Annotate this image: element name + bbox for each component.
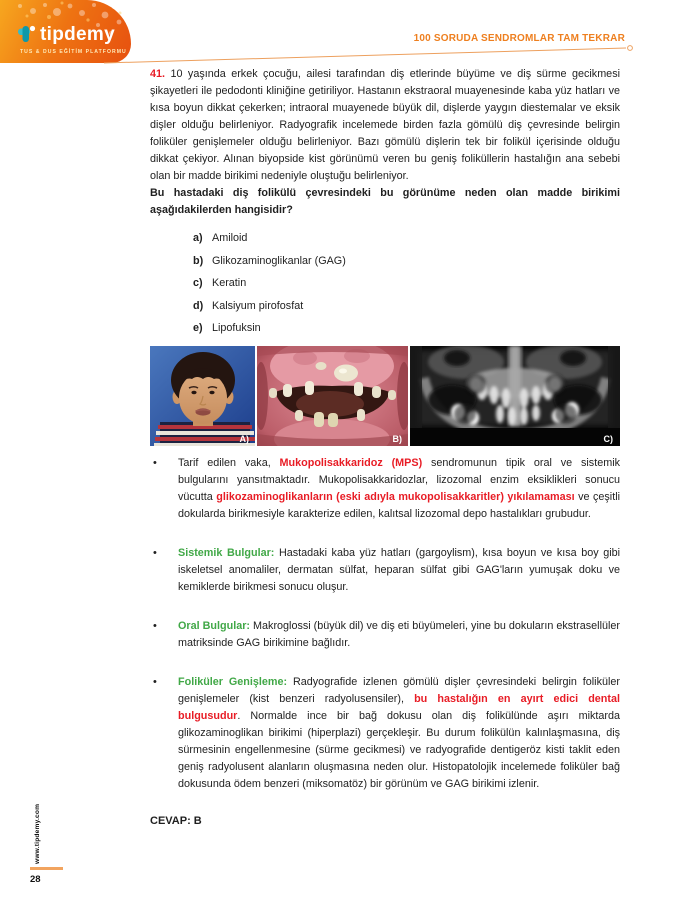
logo-wordmark: tipdemy bbox=[40, 23, 115, 45]
explanation-bullet-systemic bbox=[150, 545, 620, 596]
question-number: 41. bbox=[150, 68, 166, 80]
bullet-text-segment: Makroglossi (büyük dil) ve diş eti büyümeleri, yine bu dokuların ekstrasellüler matriksinde GAG birikimine bağlıdır. bbox=[178, 620, 620, 649]
highlight-green: Sistemik Bulgular: bbox=[178, 547, 275, 559]
answer-line: CEVAP: B bbox=[150, 815, 202, 827]
intraoral-photo bbox=[257, 346, 408, 446]
logo-tagline: TUS & DUS EĞİTİM PLATFORMU bbox=[20, 49, 127, 55]
option-letter: d) bbox=[193, 299, 204, 312]
explanation-section bbox=[150, 455, 620, 793]
figure-a-label-glyph: A) bbox=[239, 434, 249, 444]
footer-rule bbox=[30, 867, 63, 870]
page-number: 28 bbox=[30, 874, 41, 885]
option-a bbox=[150, 230, 620, 247]
bullet-text-segment: Hastadaki kaba yüz hatları (gargoylism), kısa boyun ve kısa boy gibi iskeletsel anomaliler, dermatan sülfat, heparan sülfat gibi GAG'ların yumuşak doku ve kemiklerde birikmesi sonucu oluşur. bbox=[178, 547, 620, 593]
option-text: Kalsiyum pirofosfat bbox=[212, 299, 304, 312]
booklet-title: 100 SORUDA SENDROMLAR TAM TEKRAR bbox=[413, 33, 625, 44]
patient-face-photo bbox=[150, 346, 255, 446]
option-text: Glikozaminoglikanlar (GAG) bbox=[212, 254, 346, 267]
option-text: Amiloid bbox=[212, 232, 248, 244]
highlight-red: bu hastalığın en ayırt edici dental bulgusudur bbox=[178, 693, 620, 722]
question-body: 10 yaşında erkek çocuğu, ailesi tarafından diş etlerinde büyüme ve diş sürme gecikmesi şikayetleri ile pedodonti kliniğine getiriliyor. Hastanın ekstraoral muayenesinde kaba yüz hatları ve kısa boyun dikkat çekerken; intraoral muayenede büyük dil, dişlerde yaygın diestemalar ve eksik dişler olduğu belirleniyor. Radyografik incelemede birden fazla gömülü diş çevresinde belirgin foliküler genişlemeler olduğu belirleniyor. Bazı gömülü dişlerin tek bir folikül içerisinde olduğu dikkat çekiyor. Alınan biyopside kist görünümü veren bu geniş foliküllerin hastalığın ana sebebi olan bir madde birikimi nedeniyle oluştuğu belirleniyor. bbox=[150, 68, 620, 182]
option-letter: b) bbox=[193, 254, 204, 267]
bullet-text-segment: . Normalde ince bir bağ dokusu olan diş folikülünde aşırı miktarda glikozaminoglikan birikimi (hiperplazi) gerçekleşir. Bu durum folikülün kalınlaşmasına, diş sürmesinin engellenmesine (sürme gecikmesi) ve radyografide dentigeröz kisti taklit eden geniş radyolusent alanların oluşmasına neden olur. Histopatolojik incelemede foliküler bağ dokusunda ödem benzeri (miksomatöz) bir görünüm ve GAG birikimi izlenir. bbox=[178, 710, 620, 790]
options-list bbox=[150, 230, 620, 337]
explanation-bullet-mps bbox=[150, 455, 620, 523]
highlight-green: Foliküler Genişleme: bbox=[178, 676, 288, 688]
option-letter: e) bbox=[193, 322, 203, 334]
figure-c-label-glyph: C) bbox=[603, 434, 613, 444]
bullet-marker: • bbox=[153, 620, 157, 632]
option-e bbox=[150, 320, 620, 337]
figure-b-label-glyph: B) bbox=[392, 434, 402, 444]
option-d bbox=[150, 298, 620, 315]
option-text: Lipofuksin bbox=[212, 322, 261, 334]
main-content bbox=[150, 66, 620, 827]
panoramic-xray bbox=[410, 346, 620, 446]
footer-website-vertical: www.tipdemy.com bbox=[34, 803, 41, 864]
bullet-text-segment: ve çeşitli dokularda birikmesiyle karakterize edilen, kalıtsal lizozomal depo hastalıkları grubudur. bbox=[178, 491, 620, 520]
highlight-green: Oral Bulgular: bbox=[178, 620, 251, 632]
bullet-text-segment: sendromunun tipik oral ve sistemik bulgularını yansıtmaktadır. Mukopolisakkaridozlar, lizozomal enzim eksiklikleri sonucu vücutta bbox=[178, 457, 620, 503]
option-b bbox=[150, 253, 620, 270]
option-c bbox=[150, 275, 620, 292]
option-letter: a) bbox=[193, 232, 203, 244]
question-paragraph bbox=[150, 66, 620, 185]
option-text: Keratin bbox=[212, 277, 247, 289]
highlight-red: glikozaminoglikanların (eski adıyla mukopolisakkaritler) yıkılamaması bbox=[216, 491, 575, 503]
bullet-marker: • bbox=[153, 457, 157, 469]
option-letter: c) bbox=[193, 277, 203, 289]
highlight-red: Mukopolisakkaridoz (MPS) bbox=[279, 457, 423, 469]
bullet-marker: • bbox=[153, 676, 157, 688]
explanation-bullet-follicular bbox=[150, 674, 620, 793]
tipdemy-logo-icon bbox=[16, 24, 36, 44]
explanation-bullet-oral bbox=[150, 618, 620, 652]
bullet-text-segment: Tarif edilen vaka, bbox=[178, 457, 280, 469]
bullet-text-segment: Radyografide izlenen gömülü dişler çevresindeki belirgin foliküler genişlemeler (kist benzeri radyolusensiler), bbox=[178, 676, 620, 705]
bullet-marker: • bbox=[153, 547, 157, 559]
clinical-figure-strip bbox=[150, 346, 620, 446]
question-stem: Bu hastadaki diş folikülü çevresindeki bu görünüme neden olan madde birikimi aşağıdakilerden hangisidir? bbox=[150, 187, 620, 216]
